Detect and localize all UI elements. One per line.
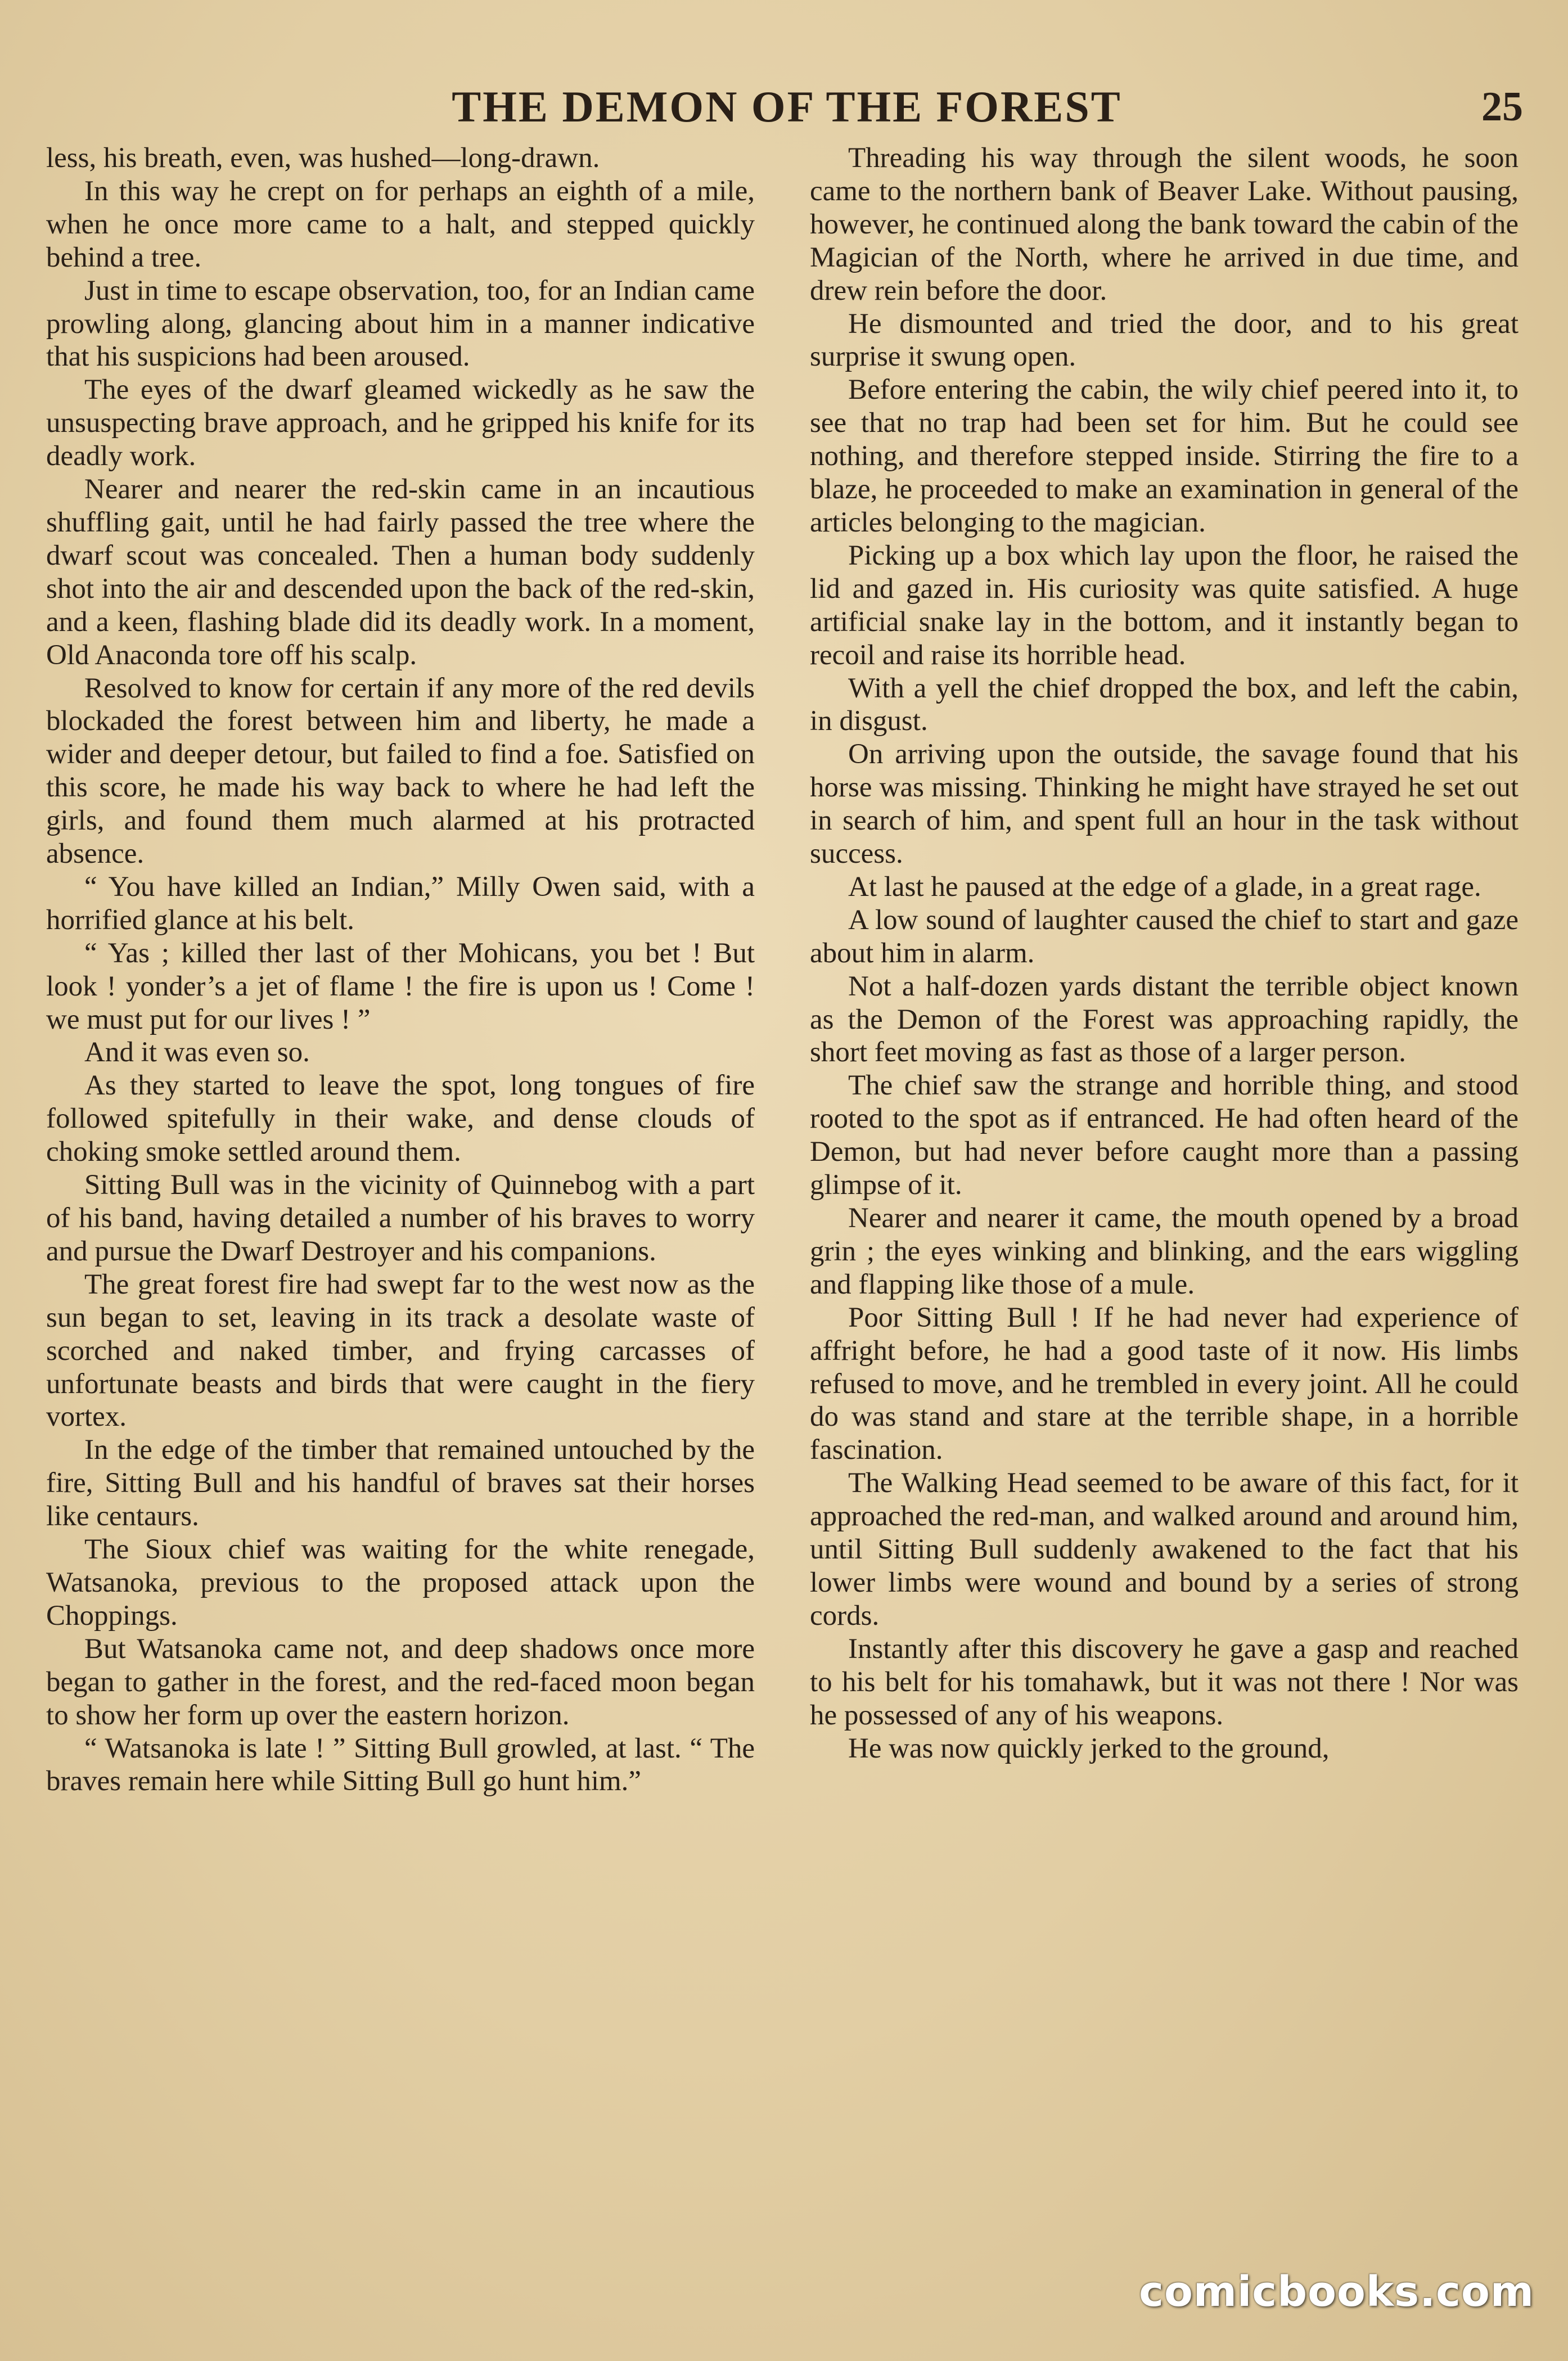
paragraph: less, his breath, even, was hushed—long-drawn.: [46, 142, 600, 174]
paragraph: The chief saw the strange and horrible thing, and stood rooted to the spot as if entranced. He had often heard of the Demon, but had never before caught more than a passing glimpse of it.: [810, 1070, 1519, 1201]
paragraph: He was now quickly jerked to the ground,: [848, 1732, 1330, 1764]
paragraph: With a yell the chief dropped the box, and left the cabin, in disgust.: [810, 672, 1519, 737]
right-text-column: [810, 142, 1519, 2223]
paragraph: Nearer and nearer it came, the mouth opened by a broad grin ; the eyes winking and blinking, and the ears wiggling and flapping like those of a mule.: [810, 1202, 1519, 1300]
paragraph: Not a half-dozen yards distant the terrible object known as the Demon of the Forest was approaching rapidly, the short feet moving as fast as those of a larger person.: [810, 970, 1519, 1069]
paragraph: In the edge of the timber that remained untouched by the fire, Sitting Bull and his handful of braves sat their horses like centaurs.: [46, 1434, 755, 1533]
page-number: 25: [1481, 84, 1523, 130]
paragraph: Instantly after this discovery he gave a gasp and reached to his belt for his tomahawk, but it was not there ! Nor was he possessed of any of his weapons.: [810, 1633, 1519, 1731]
paragraph: Nearer and nearer the red-skin came in an incautious shuffling gait, until he had fairly passed the tree where the dwarf scout was concealed. Then a human body suddenly shot into the air and descended upon the back of the red-skin, and a keen, flashing blade did its deadly work. In a moment, Old Anaconda tore off his scalp.: [46, 474, 755, 671]
paragraph: The Sioux chief was waiting for the white renegade, Watsanoka, previous to the proposed attack upon the Choppings.: [46, 1534, 755, 1632]
paragraph: Sitting Bull was in the vicinity of Quinnebog with a part of his band, having detailed a number of his braves to worry and pursue the Dwarf Destroyer and his companions.: [46, 1169, 755, 1267]
watermark: comicbooks.com: [1139, 2268, 1534, 2316]
paragraph: “ Watsanoka is late ! ” Sitting Bull growled, at last. “ The braves remain here while Sitting Bull go hunt him.”: [46, 1732, 755, 1797]
running-title: THE DEMON OF THE FOREST: [452, 82, 1122, 131]
paragraph: The Walking Head seemed to be aware of this fact, for it approached the red-man, and walked around and around him, until Sitting Bull suddenly awakened to the fact that his lower limbs were wound and bound by a series of strong cords.: [810, 1467, 1519, 1632]
paragraph: “ Yas ; killed ther last of ther Mohicans, you bet ! But look ! yonder’s a jet of flame ! the fire is upon us ! Come ! we must put for our lives ! ”: [46, 937, 755, 1035]
paragraph: Picking up a box which lay upon the floor, he raised the lid and gazed in. His curiosity was quite satisfied. A huge artificial snake lay in the bottom, and it instantly began to recoil and raise its horrible head.: [810, 539, 1519, 671]
paragraph: Before entering the cabin, the wily chief peered into it, to see that no trap had been set for him. But he could see nothing, and therefore stepped inside. Stirring the fire to a blaze, he proceeded to make an examination in general of the articles belonging to the magician.: [810, 374, 1519, 538]
paragraph: He dismounted and tried the door, and to his great surprise it swung open.: [810, 308, 1519, 373]
paragraph: But Watsanoka came not, and deep shadows once more began to gather in the forest, and the red-faced moon began to show her form up over the eastern horizon.: [46, 1633, 755, 1731]
paragraph: Resolved to know for certain if any more of the red devils blockaded the forest between him and liberty, he made a wider and deeper detour, but failed to find a foe. Satisfied on this score, he made his way back to where he had left the girls, and found them much alarmed at his protracted absence.: [46, 672, 755, 870]
paragraph: Threading his way through the silent woods, he soon came to the northern bank of Beaver Lake. Without pausing, however, he continued along the bank toward the cabin of the Magician of the North, where he arrived in due time, and drew rein before the door.: [810, 142, 1519, 307]
paragraph: In this way he crept on for perhaps an eighth of a mile, when he once more came to a halt, and stepped quickly behind a tree.: [46, 175, 755, 273]
paragraph: Just in time to escape observation, too, for an Indian came prowling along, glancing about him in a manner indicative that his suspicions had been aroused.: [46, 274, 755, 373]
paragraph: Poor Sitting Bull ! If he had never had experience of affright before, he had a good taste of it now. His limbs refused to move, and he trembled in every joint. All he could do was stand and stare at the terrible shape, in a horrible fascination.: [810, 1301, 1519, 1466]
left-text-column: [46, 142, 755, 2223]
paragraph: The great forest fire had swept far to the west now as the sun began to set, leaving in its track a desolate waste of scorched and naked timber, and frying carcasses of unfortunate beasts and birds that were caught in the fiery vortex.: [46, 1268, 755, 1433]
paragraph: On arriving upon the outside, the savage found that his horse was missing. Thinking he might have strayed he set out in search of him, and spent full an hour in the task without success.: [810, 738, 1519, 870]
paragraph: “ You have killed an Indian,” Milly Owen said, with a horrified glance at his belt.: [46, 871, 755, 936]
paragraph: The eyes of the dwarf gleamed wickedly as he saw the unsuspecting brave approach, and he gripped his knife for its deadly work.: [46, 374, 755, 472]
paragraph: A low sound of laughter caused the chief to start and gaze about him in alarm.: [810, 904, 1519, 969]
paragraph: And it was even so.: [84, 1037, 310, 1069]
page-header: [39, 79, 1529, 135]
paragraph: As they started to leave the spot, long tongues of fire followed spitefully in their wake, and dense clouds of choking smoke settled around them.: [46, 1070, 755, 1168]
paragraph: At last he paused at the edge of a glade, in a great rage.: [848, 871, 1481, 903]
